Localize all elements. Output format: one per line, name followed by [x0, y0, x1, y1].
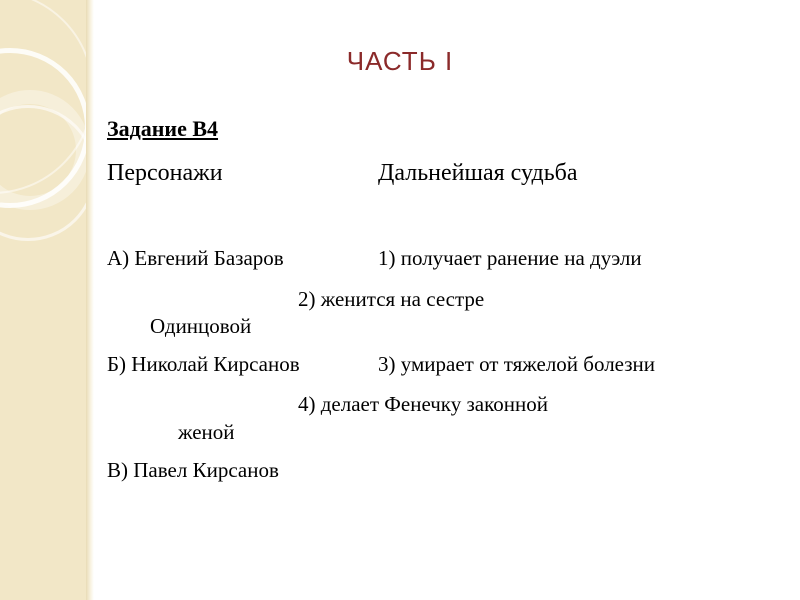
fate-item: 3) умирает от тяжелой болезни — [378, 352, 656, 376]
fate-item: 1) получает ранение на дуэли — [378, 246, 642, 270]
fate-item-continuation: женой — [178, 420, 235, 444]
slide-title: ЧАСТЬ I — [346, 46, 454, 76]
sidebar-divider — [86, 0, 94, 600]
header-characters: Персонажи — [107, 160, 223, 186]
character-item: В) Павел Кирсанов — [107, 458, 279, 482]
character-item: Б) Николай Кирсанов — [107, 352, 300, 376]
character-item: А) Евгений Базаров — [107, 246, 284, 270]
fate-item: 2) женится на сестре — [298, 287, 485, 311]
fate-item-continuation: Одинцовой — [150, 314, 252, 338]
header-fate: Дальнейшая судьба — [378, 160, 578, 186]
fate-item: 4) делает Фенечку законной — [298, 392, 548, 416]
decorative-sidebar — [0, 0, 86, 600]
task-label: Задание В4 — [107, 116, 219, 141]
